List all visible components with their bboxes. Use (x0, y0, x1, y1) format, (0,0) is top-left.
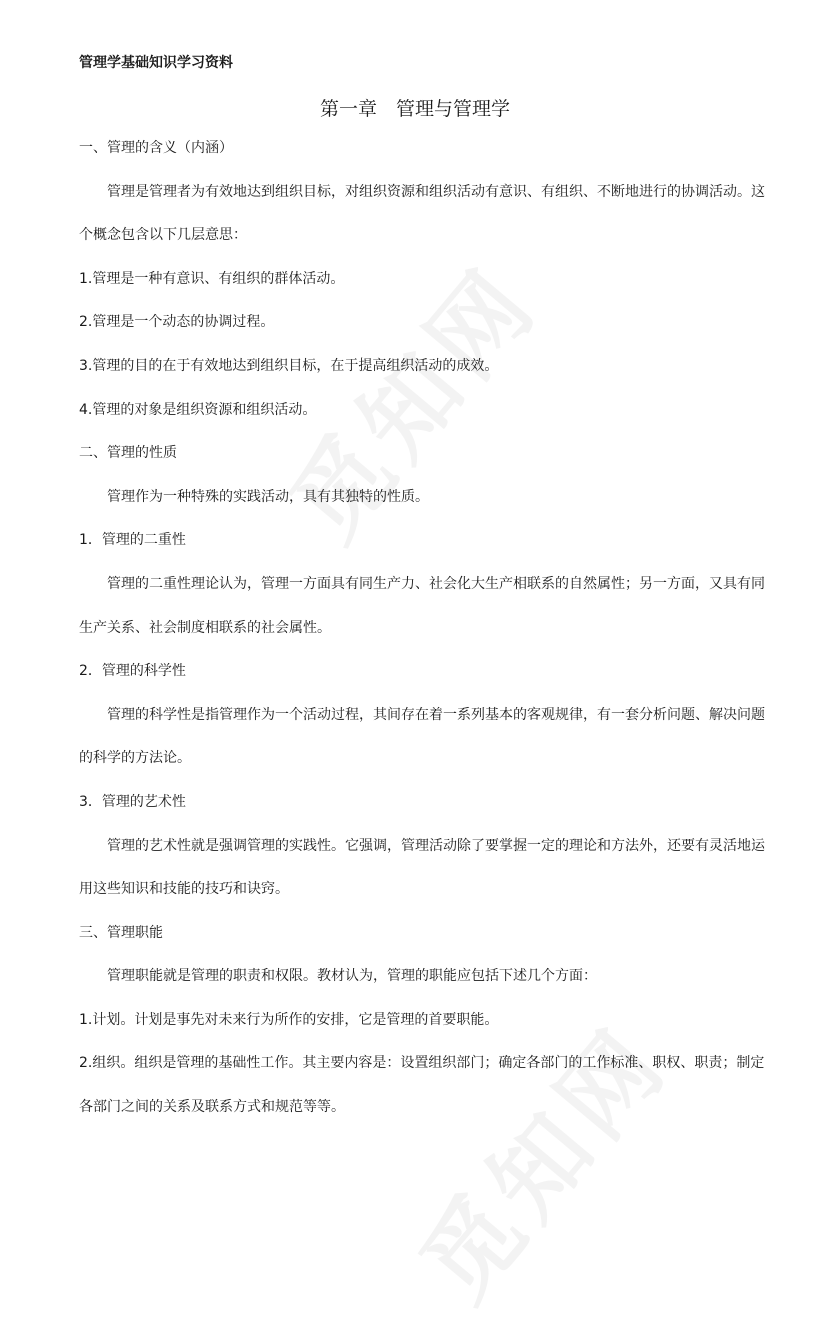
subsection-heading: 2．管理的科学性 (79, 663, 186, 680)
subsection-heading: 1．管理的二重性 (79, 532, 186, 549)
paragraph-line: 用这些知识和技能的技巧和诀窍。 (79, 881, 289, 898)
chapter-title: 第一章 管理与管理学 (319, 98, 510, 120)
list-item: 2.组织。组织是管理的基础性工作。其主要内容是：设置组织部门；确定各部门的工作标准、职权、职责；制定 (79, 1055, 765, 1072)
paragraph-line: 管理作为一种特殊的实践活动，具有其独特的性质。 (107, 488, 429, 505)
document-body (79, 138, 792, 1141)
paragraph-line: 管理的科学性是指管理作为一个活动过程，其间存在着一系列基本的客观规律，有一套分析问题、解决问题 (107, 706, 765, 723)
list-item: 4.管理的对象是组织资源和组织活动。 (79, 401, 317, 418)
paragraph-line: 管理是管理者为有效地达到组织目标，对组织资源和组织活动有意识、有组织、不断地进行的协调活动。这 (107, 183, 765, 200)
paragraph-line: 生产关系、社会制度相联系的社会属性。 (79, 619, 331, 636)
list-item: 1.计划。计划是事先对未来行为所作的安排，它是管理的首要职能。 (79, 1011, 499, 1028)
section-heading: 二、管理的性质 (79, 445, 177, 462)
list-item: 2.管理是一个动态的协调过程。 (79, 314, 275, 331)
section-heading: 三、管理职能 (79, 924, 163, 941)
document-title: 管理学基础知识学习资料 (79, 55, 233, 71)
paragraph-line: 管理的艺术性就是强调管理的实践性。它强调，管理活动除了要掌握一定的理论和方法外，还要有灵活地运 (107, 837, 765, 854)
list-item: 1.管理是一种有意识、有组织的群体活动。 (79, 270, 345, 287)
subsection-heading: 3．管理的艺术性 (79, 793, 186, 810)
paragraph-line: 的科学的方法论。 (79, 750, 191, 767)
paragraph-line: 管理的二重性理论认为，管理一方面具有同生产力、社会化大生产相联系的自然属性；另一方面，又具有同 (107, 575, 765, 592)
list-item: 3.管理的目的在于有效地达到组织目标，在于提高组织活动的成效。 (79, 357, 499, 374)
paragraph-line: 个概念包含以下几层意思： (79, 227, 247, 244)
paragraph-line: 各部门之间的关系及联系方式和规范等等。 (79, 1099, 345, 1116)
paragraph-line: 管理职能就是管理的职责和权限。教材认为，管理的职能应包括下述几个方面： (107, 968, 597, 985)
section-heading: 一、管理的含义（内涵） (79, 140, 233, 156)
